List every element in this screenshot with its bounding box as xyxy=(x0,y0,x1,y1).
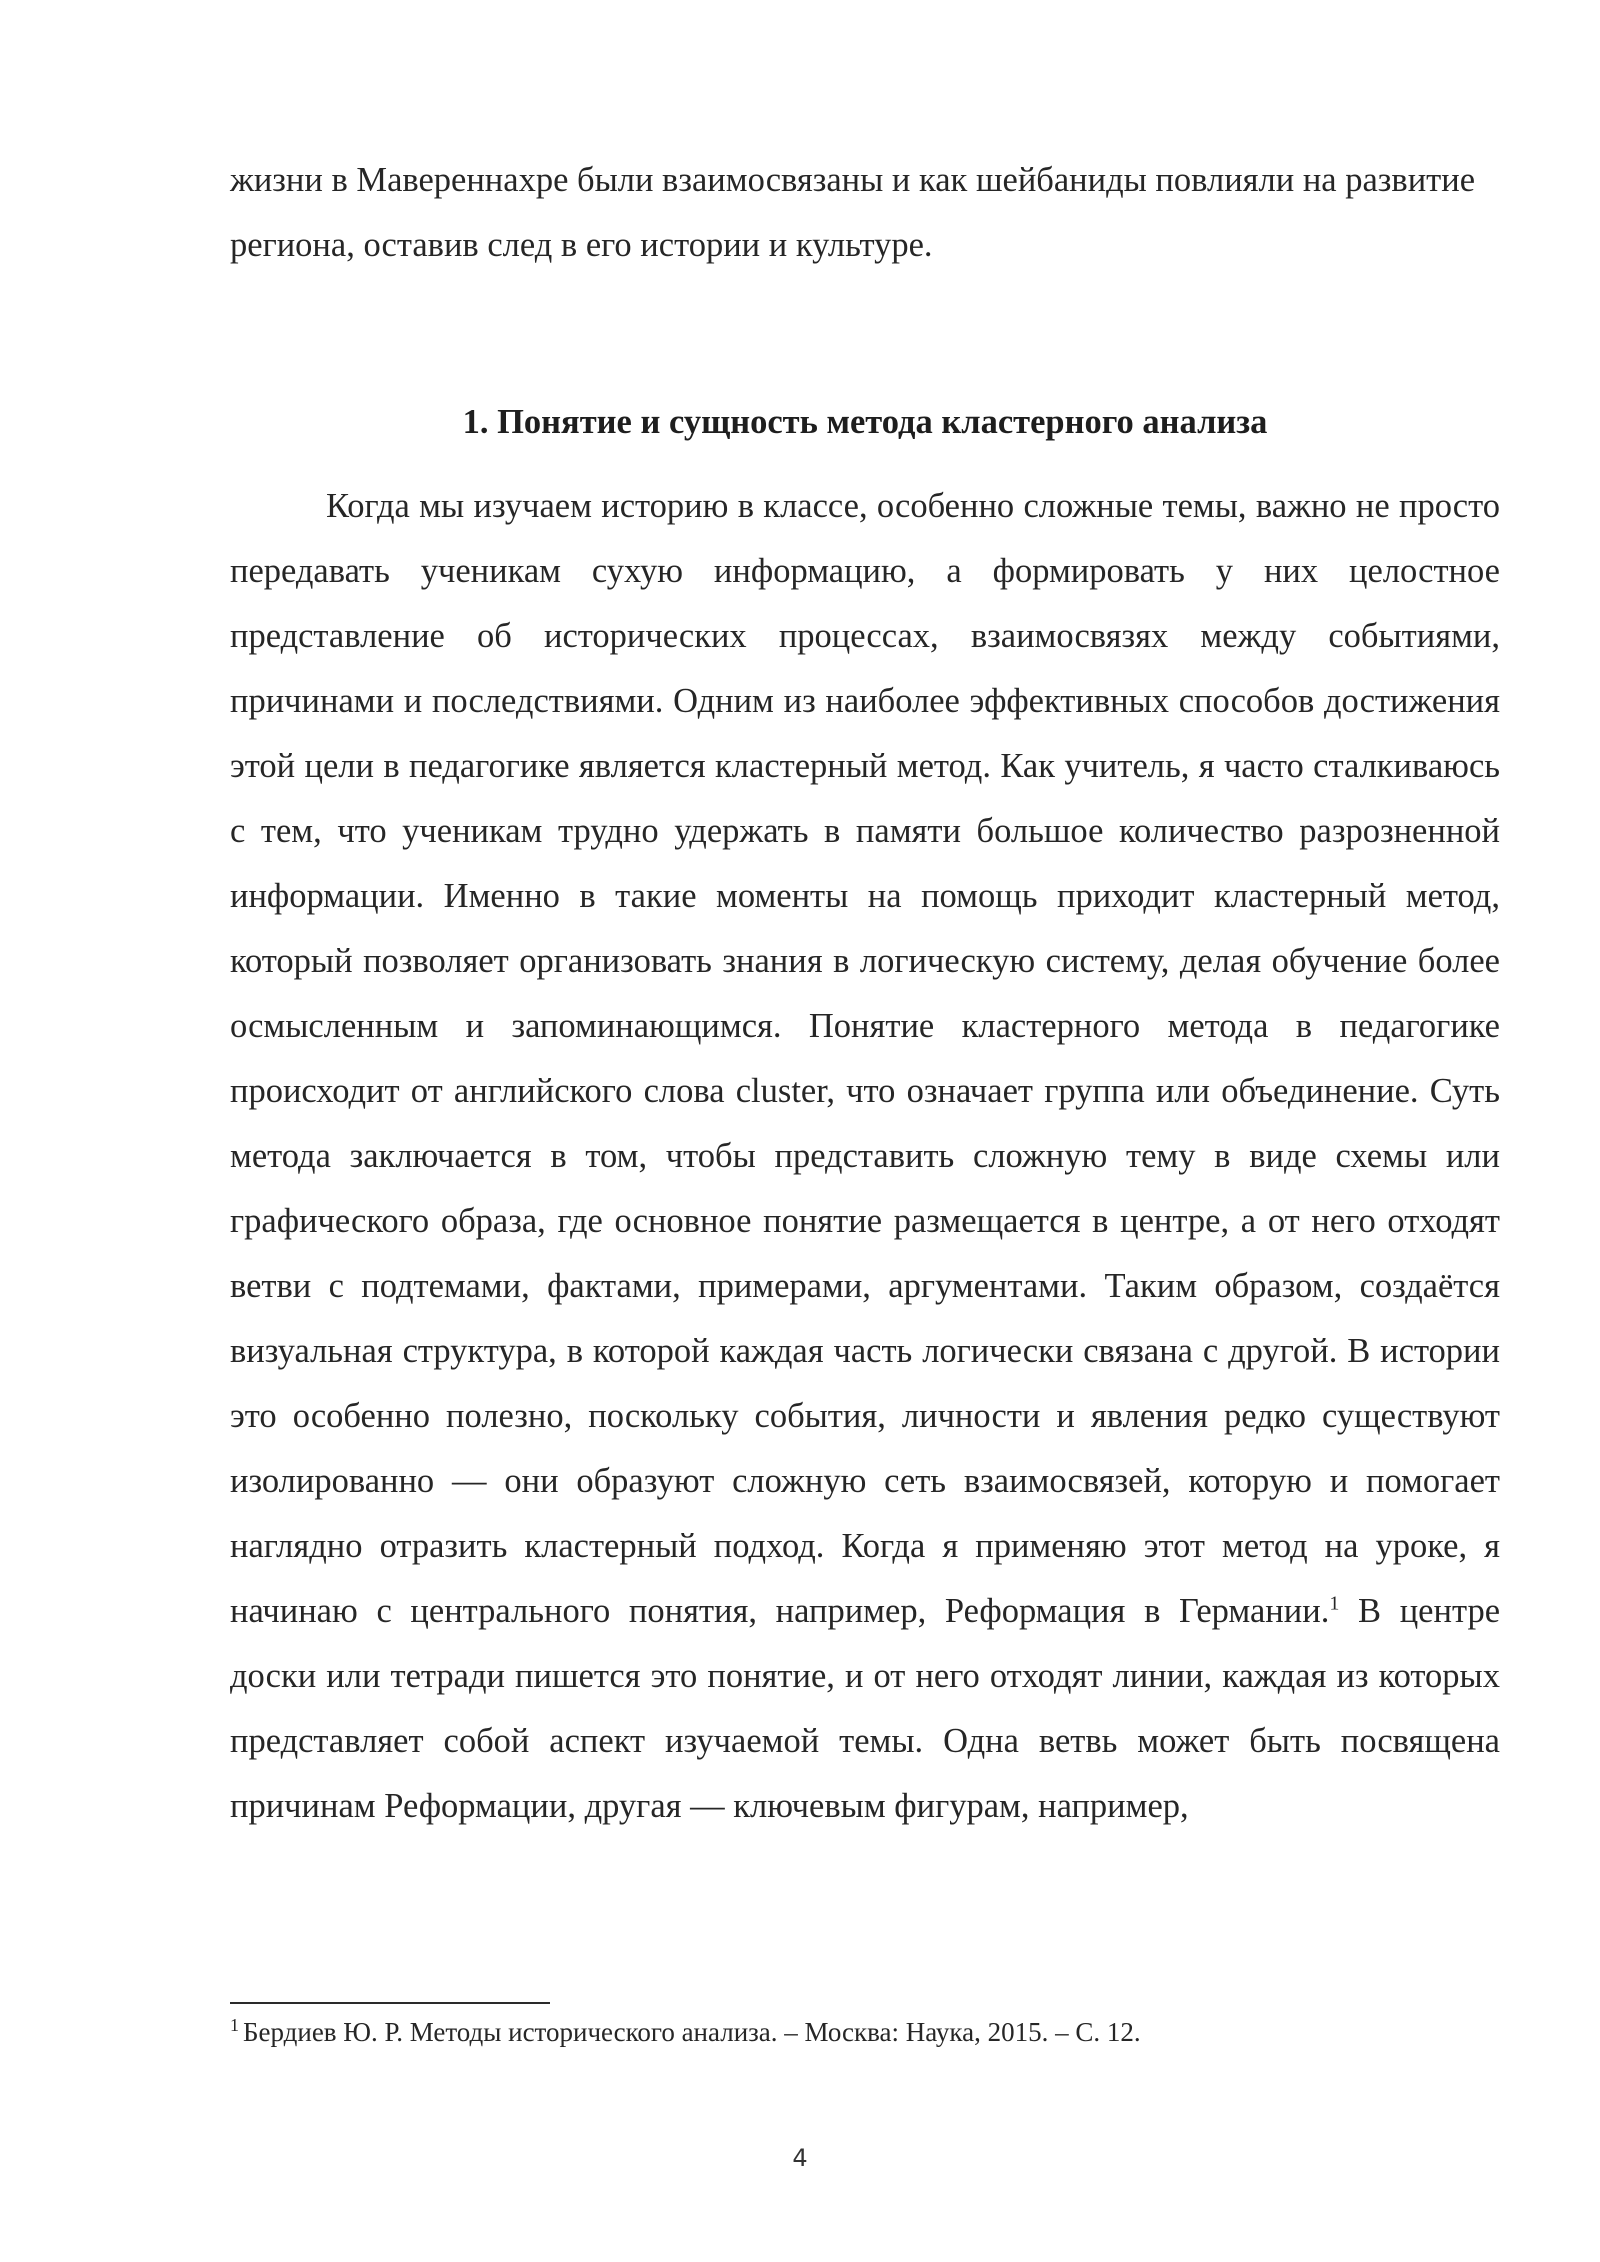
footnote xyxy=(230,2010,1500,2054)
intro-paragraph-tail: жизни в Мавереннахре были взаимосвязаны и как шейбаниды повлияли на развитие региона, оставив след в его истории и культуре. xyxy=(230,161,1476,264)
footnote-reference[interactable]: 1 xyxy=(1329,1592,1340,1615)
main-paragraph-part1: Когда мы изучаем историю в классе, особенно сложные темы, важно не просто передавать ученикам сухую информацию, а формировать у них целостное представление об исторических процессах, взаимосвязях между событиями, причинами и последствиями. Одним из наиболее эффективных способов достижения этой цели в педагогике является кластерный метод. Как учитель, я часто сталкиваюсь с тем, что ученикам трудно удержать в памяти большое количество разрозненной информации. Именно в такие моменты на помощь приходит кластерный метод, который позволяет организовать знания в логическую систему, делая обучение более осмысленным и запоминающимся. Понятие кластерного метода в педагогике происходит от английского слова cluster, что означает группа или объединение. Суть метода заключается в том, чтобы представить сложную тему в виде схемы или графического образа, где основное понятие размещается в центре, а от него отходят ветви с подтемами, фактами, примерами, аргументами. Таким образом, создаётся визуальная структура, в которой каждая часть логически связана с другой. В истории это особенно полезно, поскольку события, личности и явления редко существуют изолированно — они образуют сложную сеть взаимосвязей, которую и помогает наглядно отразить кластерный подход. Когда я применяю этот метод на уроке, я начинаю с центрального понятия, например, Реформация в Германии. xyxy=(230,487,1500,1630)
footnote-separator xyxy=(230,2002,550,2004)
section-heading: 1. Понятие и сущность метода кластерного анализа xyxy=(462,403,1268,441)
main-paragraph-part2: В центре доски или тетради пишется это понятие, и от него отходят линии, каждая из которых представляет собой аспект изучаемой темы. Одна ветвь может быть посвящена причинам Реформации, другая — ключевым фигурам, например, xyxy=(230,1592,1501,1825)
page-number: 4 xyxy=(792,2144,808,2172)
footnote-text: Бердиев Ю. Р. Методы исторического анализа. – Москва: Наука, 2015. – С. 12. xyxy=(243,2017,1141,2047)
main-paragraph xyxy=(230,474,1500,1839)
footnote-mark: 1 xyxy=(230,2015,239,2035)
